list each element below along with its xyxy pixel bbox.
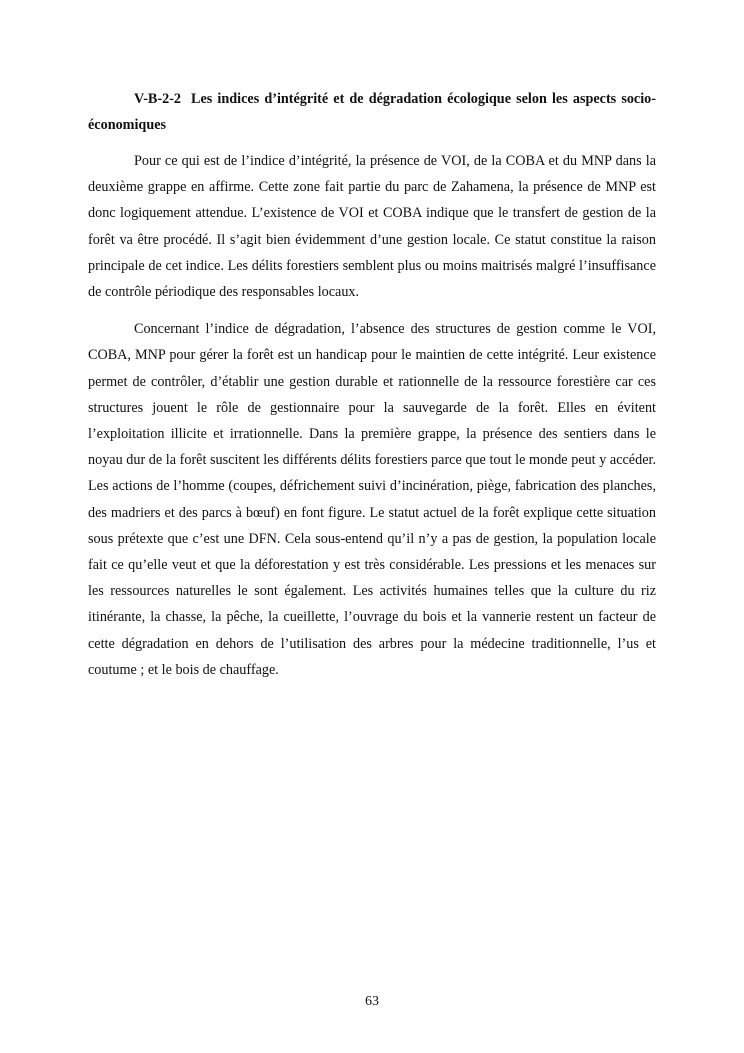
page-number: 63	[365, 994, 379, 1009]
section-heading	[88, 86, 656, 138]
section-number: V-B-2-2	[134, 91, 182, 107]
paragraph-degradation: Concernant l’indice de dégradation, l’absence des structures de gestion comme le VOI, COBA, MNP pour gérer la forêt est un handicap pour le maintien de cette intégrité. Leur existence permet de contrôler, d’établir une gestion durable et rationnelle de la ressource forestière car ces structures jouent le rôle de gestionnaire pour la sauvegarde de la forêt. Elles en évitent l’exploitation illicite et irrationnelle. Dans la première grappe, la présence des sentiers dans le noyau dur de la forêt suscitent les différents délits forestiers parce que tout le monde peut y accéder. Les actions de l’homme (coupes, défrichement suivi d’incinération, piège, fabrication des planches, des madriers et des parcs à bœuf) en font figure. Le statut actuel de la forêt explique cette situation sous prétexte que c’est une DFN. Cela sous-entend qu’il n’y a pas de gestion, la population locale fait ce qu’elle veut et que la déforestation y est très considérable. Les pressions et les menaces sur les ressources naturelles le sont également. Les activités humaines telles que la culture du riz itinérante, la chasse, la pêche, la cueillette, l’ouvrage du bois et la vannerie restent un facteur de cette dégradation en dehors de l’utilisation des arbres pour la médecine traditionnelle, l’us et coutume ; et le bois de chauffage.	[88, 321, 656, 678]
document-page	[88, 86, 656, 694]
section-title: Les indices d’intégrité et de dégradation écologique selon les aspects socio-économiques	[88, 91, 656, 133]
paragraph-integrity: Pour ce qui est de l’indice d’intégrité, la présence de VOI, de la COBA et du MNP dans la deuxième grappe en affirme. Cette zone fait partie du parc de Zahamena, la présence de MNP est donc logiquement attendue. L’existence de VOI et COBA indique que le transfert de gestion de la forêt va être procédé. Il s’agit bien évidemment d’une gestion locale. Ce statut constitue la raison principale de cet indice. Les délits forestiers semblent plus ou moins maitrisés malgré l’insuffisance de contrôle périodique des responsables locaux.	[88, 153, 656, 301]
